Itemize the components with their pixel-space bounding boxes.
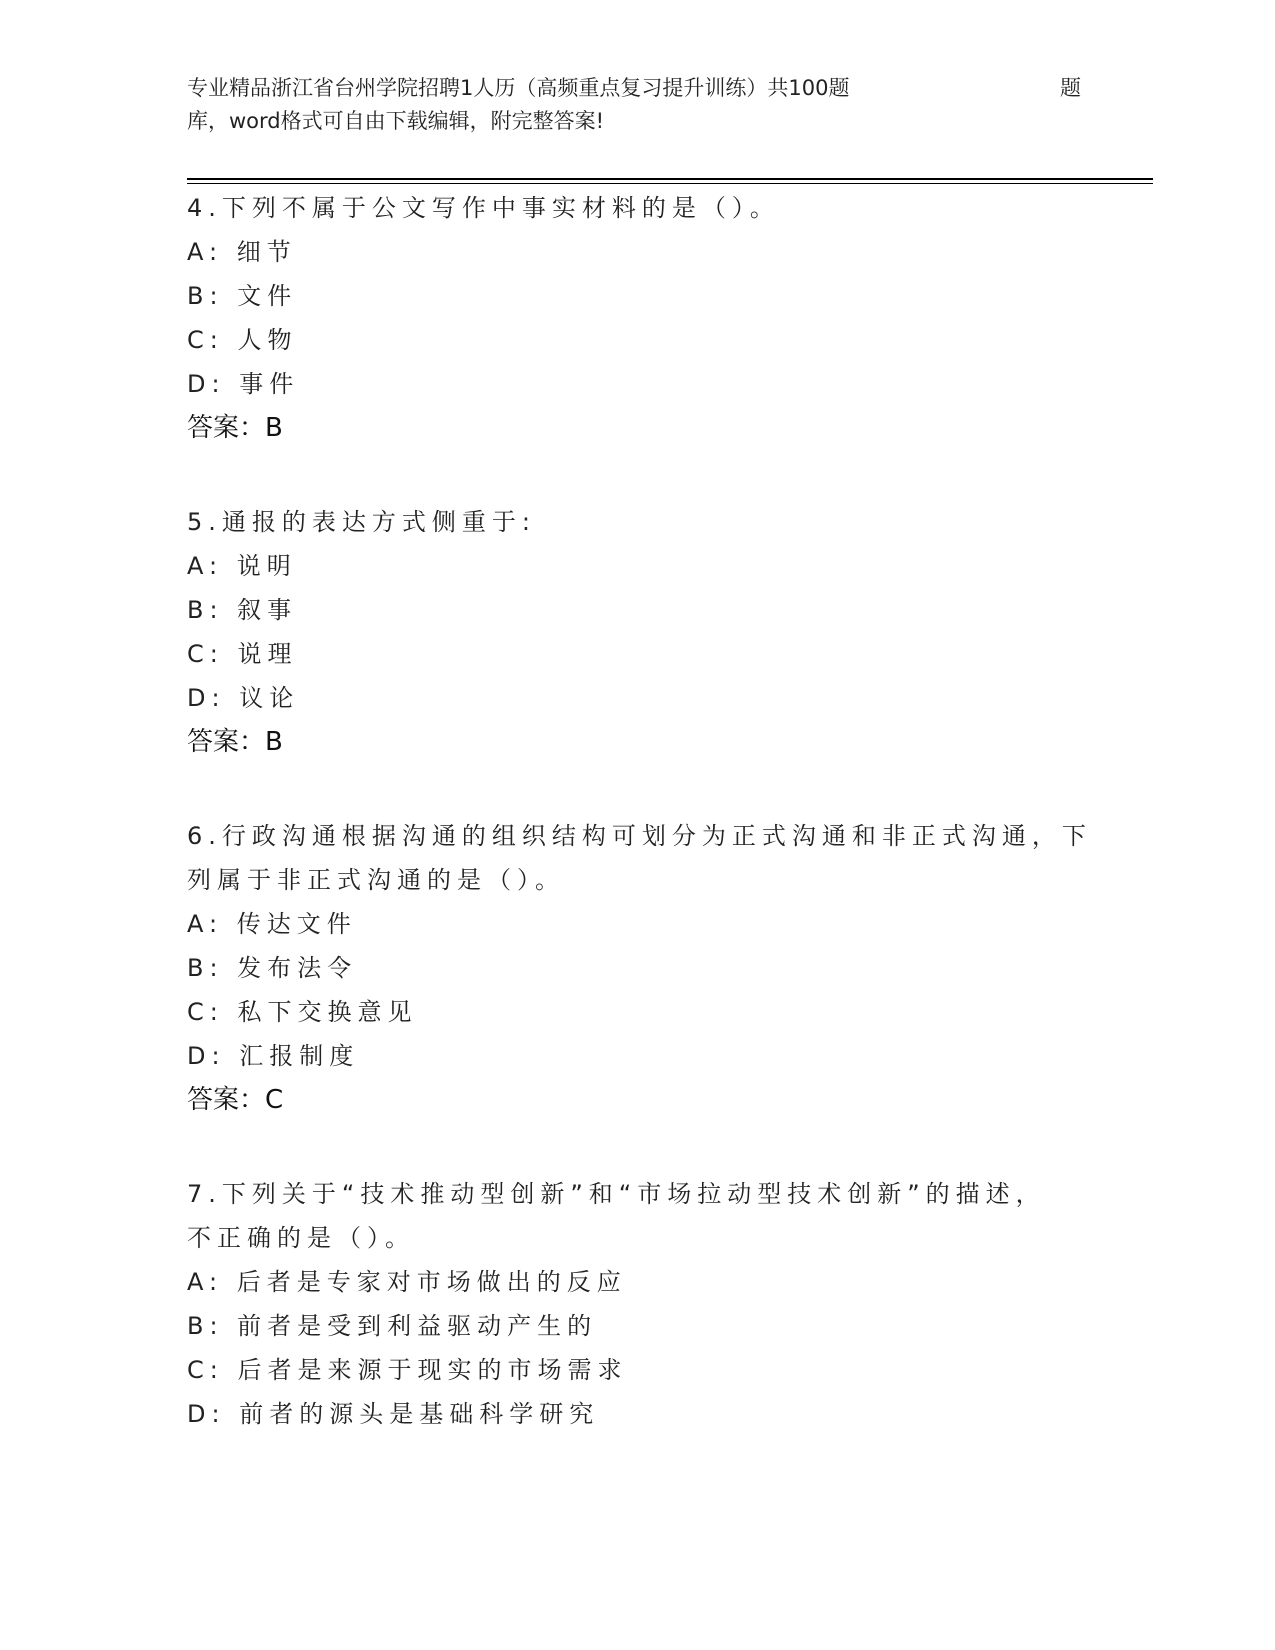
question-6-option-c: C: 私下交换意见 [187, 998, 418, 1026]
question-5-option-c: C: 说理 [187, 640, 298, 668]
header-divider-thick [187, 178, 1153, 180]
question-7-option-b: B: 前者是受到利益驱动产生的 [187, 1312, 598, 1340]
header-line-2: 库，word格式可自由下载编辑，附完整答案! [187, 109, 605, 133]
question-5-option-b: B: 叙事 [187, 596, 298, 624]
question-6-option-b: B: 发布法令 [187, 954, 358, 982]
document-header [187, 72, 1087, 138]
question-5-answer: 答案：B [187, 727, 283, 757]
question-5-option-a: A: 说明 [187, 552, 297, 580]
question-4-option-d: D: 事件 [187, 370, 300, 398]
question-7-option-c: C: 后者是来源于现实的市场需求 [187, 1356, 628, 1384]
header-title: 专业精品浙江省台州学院招聘1人历（高频重点复习提升训练）共100题 [187, 76, 850, 100]
header-divider-thin [187, 183, 1153, 184]
question-4-option-b: B: 文件 [187, 282, 298, 310]
question-6-stem-line-2: 列属于非正式沟通的是（）。 [187, 866, 565, 894]
question-7-option-a: A: 后者是专家对市场做出的反应 [187, 1268, 627, 1296]
question-7-option-d: D: 前者的源头是基础科学研究 [187, 1400, 600, 1428]
question-6-option-d: D: 汇报制度 [187, 1042, 360, 1070]
question-7-stem-line-1: 7.下列关于“技术推动型创新”和“市场拉动型技术创新”的描述， [187, 1180, 1046, 1208]
question-6-option-a: A: 传达文件 [187, 910, 357, 938]
question-5-option-d: D: 议论 [187, 684, 300, 712]
question-7-stem-line-2: 不正确的是（）。 [187, 1224, 415, 1252]
question-5-stem: 5.通报的表达方式侧重于: [187, 508, 536, 536]
question-4-option-a: A: 细节 [187, 238, 297, 266]
question-4-option-c: C: 人物 [187, 326, 298, 354]
question-4-answer: 答案：B [187, 413, 283, 443]
header-line-1 [187, 72, 1087, 105]
question-6-answer: 答案：C [187, 1085, 284, 1115]
question-4-stem: 4.下列不属于公文写作中事实材料的是（）。 [187, 194, 780, 222]
header-title-tail: 题 [1060, 76, 1081, 100]
question-6-stem-line-1: 6.行政沟通根据沟通的组织结构可划分为正式沟通和非正式沟通，下 [187, 822, 1092, 850]
